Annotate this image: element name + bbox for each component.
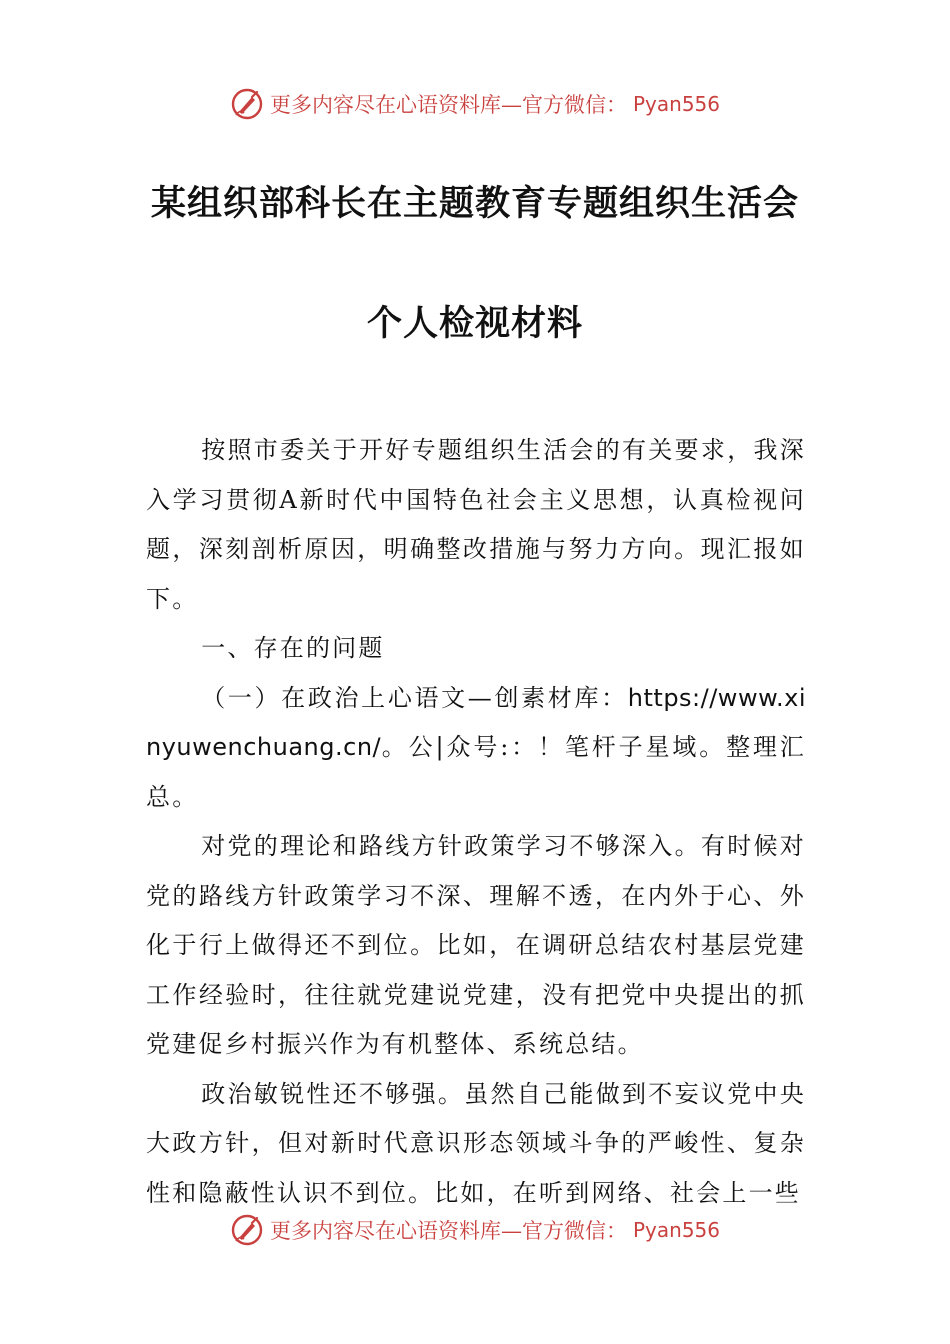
watermark-banner-top xyxy=(0,84,950,124)
body-paragraph-2: 政治敏锐性还不够强。虽然自己能做到不妄议党中央大政方针，但对新时代意识形态领域斗争的严峻性、复杂性和隐蔽性认识不到位。比如，在听到网络、社会上一些 xyxy=(146,1079,806,1207)
watermark-text: 更多内容尽在心语资料库—官方微信： xyxy=(269,1219,627,1243)
intro-paragraph: 按照市委关于开好专题组织生活会的有关要求，我深入学习贯彻A新时代中国特色社会主义思想，认真检视问题，深刻剖析原因，明确整改措施与努力方向。现汇报如下。 xyxy=(146,436,806,613)
subsection-heading xyxy=(146,674,806,823)
document-body xyxy=(146,426,806,1218)
watermark-text: 更多内容尽在心语资料库—官方微信： xyxy=(269,93,627,117)
document-title-line2: 个人检视材料 xyxy=(366,304,583,344)
pen-logo-icon xyxy=(230,87,264,121)
subsection-prefix: （一）在政治上心语文—创素材库： xyxy=(201,683,628,712)
watermark-wechat-id: Pyan556 xyxy=(632,92,720,116)
document-title-line1: 某组织部科长在主题教育专题组织生活会 xyxy=(150,184,799,224)
subsection-url: https://www.xinyuwenchuang.cn/ xyxy=(146,683,806,761)
body-paragraph-1: 对党的理论和路线方针政策学习不够深入。有时候对党的路线方针政策学习不深、理解不透，在内外于心、外化于行上做得还不到位。比如，在调研总结农村基层党建工作经验时，往往就党建说党建，没有把党中央提出的抓党建促乡村振兴作为有机整体、系统总结。 xyxy=(146,832,806,1058)
subsection-suffix: 。公|众号:：！笔杆子星域。整理汇总。 xyxy=(146,733,806,811)
watermark-wechat-id: Pyan556 xyxy=(632,1218,720,1242)
watermark-banner-bottom xyxy=(0,1210,950,1250)
pen-logo-icon xyxy=(230,1213,264,1247)
section-heading: 一、存在的问题 xyxy=(201,634,385,662)
